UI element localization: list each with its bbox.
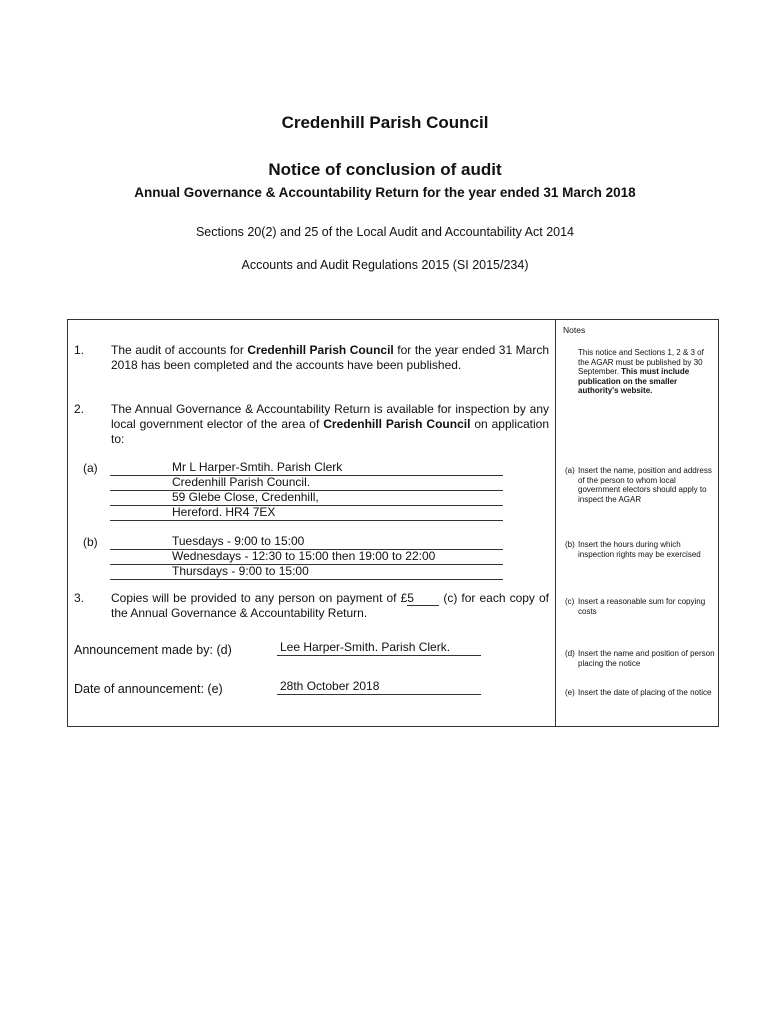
section-a-line-3-text: 59 Glebe Close, Credenhill, (172, 490, 319, 504)
announcement-date-field (277, 679, 481, 695)
notes-intro (578, 348, 713, 396)
agar-subtitle: Annual Governance & Accountability Return for the year ended 31 March 2018 (134, 185, 636, 200)
note-e-text: Insert the date of placing of the notice (578, 688, 712, 697)
item-1-pre: The audit of accounts for (111, 343, 248, 357)
section-a-line-1 (110, 460, 503, 476)
note-a-tag: (a) (565, 466, 575, 475)
section-b-label: (b) (83, 535, 98, 549)
section-a-line-4-text: Hereford. HR4 7EX (172, 505, 276, 519)
notes-intro-text: This notice and Sections 1, 2 & 3 of the AGAR must be published by 30 September. (578, 348, 704, 376)
note-b-tag: (b) (565, 540, 575, 549)
note-b-text: Insert the hours during which inspection rights may be exercised (578, 540, 701, 559)
item-2-council: Credenhill Parish Council (323, 417, 471, 431)
item-3-pre: Copies will be provided to any person on payment of £ (111, 591, 408, 605)
note-e-tag: (e) (565, 688, 575, 697)
section-b-line-1 (110, 534, 503, 550)
announcement-made-by-value: Lee Harper-Smith. Parish Clerk. (280, 640, 451, 654)
section-a-line-2 (110, 475, 503, 491)
section-b-line-3 (110, 564, 503, 580)
notes-heading: Notes (563, 325, 586, 335)
section-b-line-1-text: Tuesdays - 9:00 to 15:00 (172, 534, 305, 548)
notes-intro-bold: This must include publication on the smaller authority's website. (578, 367, 690, 395)
announcement-date-label: Date of announcement: (e) (74, 682, 223, 696)
section-a-label: (a) (83, 461, 98, 475)
notes-divider (555, 319, 556, 727)
section-a-line-1-text: Mr L Harper-Smtih. Parish Clerk (172, 460, 343, 474)
note-d-text: Insert the name and position of person placing the notice (578, 649, 715, 668)
section-b-line-2 (110, 549, 503, 565)
note-c-text: Insert a reasonable sum for copying costs (578, 597, 706, 616)
section-a-line-2-text: Credenhill Parish Council. (172, 475, 311, 489)
item-2-number: 2. (74, 402, 85, 416)
section-b-line-3-text: Thursdays - 9:00 to 15:00 (172, 564, 309, 578)
note-c-tag: (c) (565, 597, 575, 606)
act-sections: Sections 20(2) and 25 of the Local Audit and Accountability Act 2014 (195, 225, 575, 239)
note-a-text: Insert the name, position and address of the person to whom local government electors should apply to inspect the AGAR (578, 466, 712, 504)
item-1-number: 1. (74, 343, 85, 357)
item-3-post: (c) for each copy of the Annual Governance & Accountability Return. (111, 591, 549, 620)
section-b-line-2-text: Wednesdays - 12:30 to 15:00 then 19:00 to 22:00 (172, 549, 436, 563)
announcement-date-value: 28th October 2018 (280, 679, 380, 693)
item-1-post: for the year ended 31 March 2018 has been completed and the accounts have been published. (111, 343, 549, 372)
notice-title: Notice of conclusion of audit (268, 160, 502, 179)
section-a-line-3 (110, 490, 503, 506)
announcement-made-by-field (277, 640, 481, 656)
item-1-council: Credenhill Parish Council (247, 343, 394, 357)
item-2-post: on application to: (111, 417, 550, 446)
item-3-number: 3. (74, 591, 85, 605)
item-2-pre: The Annual Governance & Accountability Return is available for inspection by any local government elector of the area of (111, 402, 549, 431)
copy-cost-amount: 5 (407, 592, 439, 606)
note-d-tag: (d) (565, 649, 575, 658)
council-name: Credenhill Parish Council (281, 113, 489, 132)
section-a-line-4 (110, 505, 503, 521)
item-3-text (111, 591, 549, 621)
announcement-made-by-label: Announcement made by: (d) (74, 643, 232, 657)
item-2-text (111, 402, 549, 447)
item-1-text (111, 343, 549, 373)
regulations: Accounts and Audit Regulations 2015 (SI 2015/234) (241, 258, 529, 272)
